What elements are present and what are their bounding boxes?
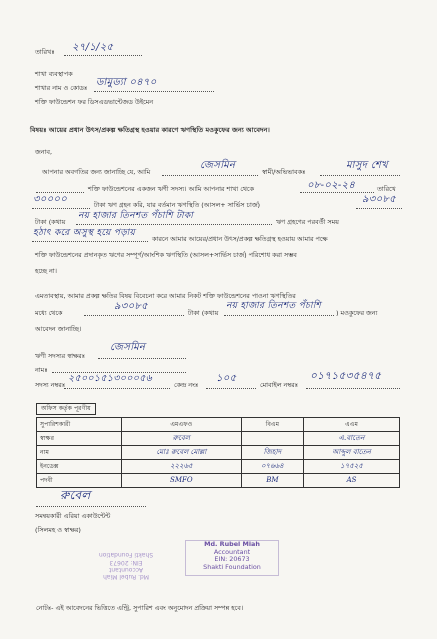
mirror-stamp-org: Shakti Foundation	[98, 551, 154, 559]
mirror-stamp-name: Md. Rubel Miah	[103, 573, 149, 580]
center-label: কেন্দ্র নংঃ	[174, 381, 199, 389]
accountant-title: সমন্বয়কারী এরিয়া একাউন্টেন্ট	[35, 512, 111, 520]
request-line2-mid: টাকা (কথায়	[188, 309, 219, 317]
member-signature-value: জেসমিন	[110, 342, 146, 353]
table-row-name	[37, 446, 400, 460]
branch-name-code-label: শাখার নাম ও কোডঃ	[35, 84, 88, 92]
date-value: ২৭/১/২৫	[72, 42, 114, 53]
waiver-words-line	[224, 315, 334, 316]
header-am: এএম	[304, 418, 400, 432]
table-row-signature	[37, 432, 400, 446]
row-label-index: ইনডেক্স	[37, 460, 122, 474]
seal-label: (সিলমহ ও স্বাক্ষর)	[35, 526, 81, 534]
mirror-stamp-role: Accountant	[108, 565, 144, 573]
mobile-label: মোবাইল নম্বরঃ	[260, 381, 299, 389]
waiver-amount-line	[84, 315, 184, 316]
mfo-index: ২২২৬৫	[122, 460, 242, 474]
am-name: আব্দুল বাতেন	[304, 446, 400, 460]
member-signature-label: ঋণী সদস্যর স্বাক্ষরঃ	[35, 352, 86, 360]
footer-note: নোটঃ- এই আবেদনের ভিত্তিতে এন্ট্রি, সুপারিশ এবং অনুমোদন প্রক্রিয়া সম্পন্ন হবে।	[36, 604, 244, 612]
balance-value: ৯৩০৮৫	[362, 194, 396, 205]
loan-date-line	[300, 192, 374, 193]
loan-amount-line	[32, 208, 90, 209]
balance-words-value: নয় হাজার তিনশত পঁচাশি টাকা	[78, 211, 194, 221]
row-label-designation: পদবী	[37, 474, 122, 488]
balance-words-line	[76, 224, 272, 225]
body-line2-suffix: তারিখে	[377, 185, 396, 193]
stamp-org: Shakti Foundation	[203, 563, 261, 572]
date-label: তারিখঃ	[35, 48, 55, 56]
accountant-signature: রুবেল	[60, 488, 91, 502]
header-mfo: এমএফও	[122, 418, 242, 432]
body-line4-pre: টাকা (কথায়	[35, 218, 66, 226]
body-line3: টাকা ঋণ গ্রহন করি, যার বর্তমান ঋণস্থিতি (আসল+ সার্ভিস চার্জ)	[94, 201, 261, 209]
request-line2-pre: মধ্যে থেকে	[35, 309, 63, 317]
center-value: ১০৫	[216, 373, 237, 384]
member-number-line	[64, 388, 170, 389]
body-line6: শক্তি ফাউন্ডেশনের প্রদানকৃত ঋণের সম্পূর্ণ/আংশিক ঋণস্থিতি (আসল+সার্ভিস চার্জ) পরিশোধ করা সম্ভব	[35, 251, 297, 259]
am-signature: এ.বাতেন	[304, 432, 400, 446]
body-line1-pre: আপনার অবগতির জন্য জানাচ্ছি যে, আমি	[42, 168, 151, 176]
table-row-designation	[37, 474, 400, 488]
request-line2-suffix: ) মওকুফের জন্য	[336, 309, 378, 317]
office-use-box	[36, 403, 96, 415]
body-line7: হচ্ছে না।	[35, 267, 57, 275]
stamp-ein: EIN: 20673	[214, 555, 250, 564]
mfo-designation: SMFO	[122, 474, 242, 488]
am-index: ১৭৫২৫	[304, 460, 400, 474]
table-header-row	[37, 418, 400, 432]
bm-name: জিহাদ	[241, 446, 303, 460]
branch-manager-label: শাখা ব্যবস্থাপক	[35, 70, 73, 78]
body-line5: কারনে আমার আয়ের/প্রধান উৎস/প্রকল্প ক্ষতিগ্রস্থ হওয়ায় আমার পক্ষে	[152, 235, 328, 243]
body-line2: শক্তি ফাউন্ডেশনের একজন ঋণী সদস্য। আমি আপনার শাখা থেকে	[88, 185, 254, 193]
name-line	[162, 175, 258, 176]
request-line3: আবেদন জানাচ্ছি।	[35, 325, 82, 333]
header-bm: বিএম	[241, 418, 303, 432]
loan-amount-value: ৩০০০০	[33, 194, 68, 205]
bm-index: ০৭৬৬৪	[241, 460, 303, 474]
salutation: জনাব,	[35, 148, 52, 156]
row-label-signature: স্বাক্ষর	[37, 432, 122, 446]
branch-line	[94, 91, 214, 92]
reason-value: হঠাৎ করে অসুস্থ হয়ে পড়ায়	[33, 228, 136, 238]
bm-designation: BM	[241, 474, 303, 488]
bm-signature	[241, 432, 303, 446]
mfo-signature: রুবেল	[122, 432, 242, 446]
row-label-name: নাম	[37, 446, 122, 460]
branch-name-code-value: ডামুড্যা ০৪৭০	[96, 77, 157, 88]
header-recommender: সুপারিশকারী	[37, 418, 122, 432]
body-line4-suffix: ঋণ গ্রহণের পরবর্তী সময়	[276, 218, 339, 226]
org-name: শক্তি ফাউন্ডেশন ফর ডিসএডভান্টেজড উইমেন	[35, 98, 154, 106]
subject-line: বিষয়ঃ আয়ের প্রধান উৎস/প্রকল্প ক্ষতিগ্রস্থ হওয়ার কারণে ঋণস্থিতি মওকুফের জন্য আবেদন।	[30, 126, 270, 134]
line2-blank	[36, 192, 84, 193]
guardian-value: মাসুদ শেখ	[346, 160, 388, 171]
member-signature-line	[98, 358, 186, 359]
mirror-stamp-ein: EIN: 20673	[109, 558, 143, 566]
office-use-title: অফিস কর্তৃক পূরণীয়	[41, 405, 91, 412]
balance-line	[356, 208, 402, 209]
accountant-stamp	[185, 540, 279, 576]
waiver-words-value: নয় হাজার তিনশত পঁচাশি	[226, 301, 321, 311]
mirrored-stamp-imprint	[84, 540, 168, 580]
center-line	[206, 388, 256, 389]
stamp-role: Accountant	[213, 547, 251, 556]
mobile-line	[306, 388, 400, 389]
guardian-label: স্বামী/অভিভাবকঃ	[262, 168, 306, 176]
table-row-index	[37, 460, 400, 474]
date-line	[64, 55, 142, 56]
accountant-signature-line	[36, 506, 146, 507]
approval-table	[36, 417, 400, 488]
mfo-name: মোঃ রুবেল মোল্লা	[122, 446, 242, 460]
loan-date-value: ০৮-০২-২৪	[307, 180, 356, 191]
request-line1: এমতাবস্থায়, আমার প্রকল্প ক্ষতির বিষয় বিবেচনা করে আমার নিকট শক্তি ফাউন্ডেশনের পাওনা ঋণস্থিতির	[35, 292, 296, 300]
mobile-value: ০১৭১৫৩৫৪৭৫	[310, 370, 382, 382]
member-name-label: নামঃ	[35, 366, 48, 374]
member-number-label: সদস্য নম্বরঃ	[35, 381, 66, 389]
stamp-name: Md. Rubel Miah	[204, 540, 260, 548]
waiver-amount-value: ৯৩০৮৫	[114, 301, 148, 312]
guardian-line	[320, 175, 400, 176]
reason-line	[32, 241, 148, 242]
member-number-value: ২৫০০১৫১৩০০০৫৬	[68, 373, 153, 384]
member-name-value: জেসমিন	[200, 160, 236, 171]
am-designation: AS	[304, 474, 400, 488]
